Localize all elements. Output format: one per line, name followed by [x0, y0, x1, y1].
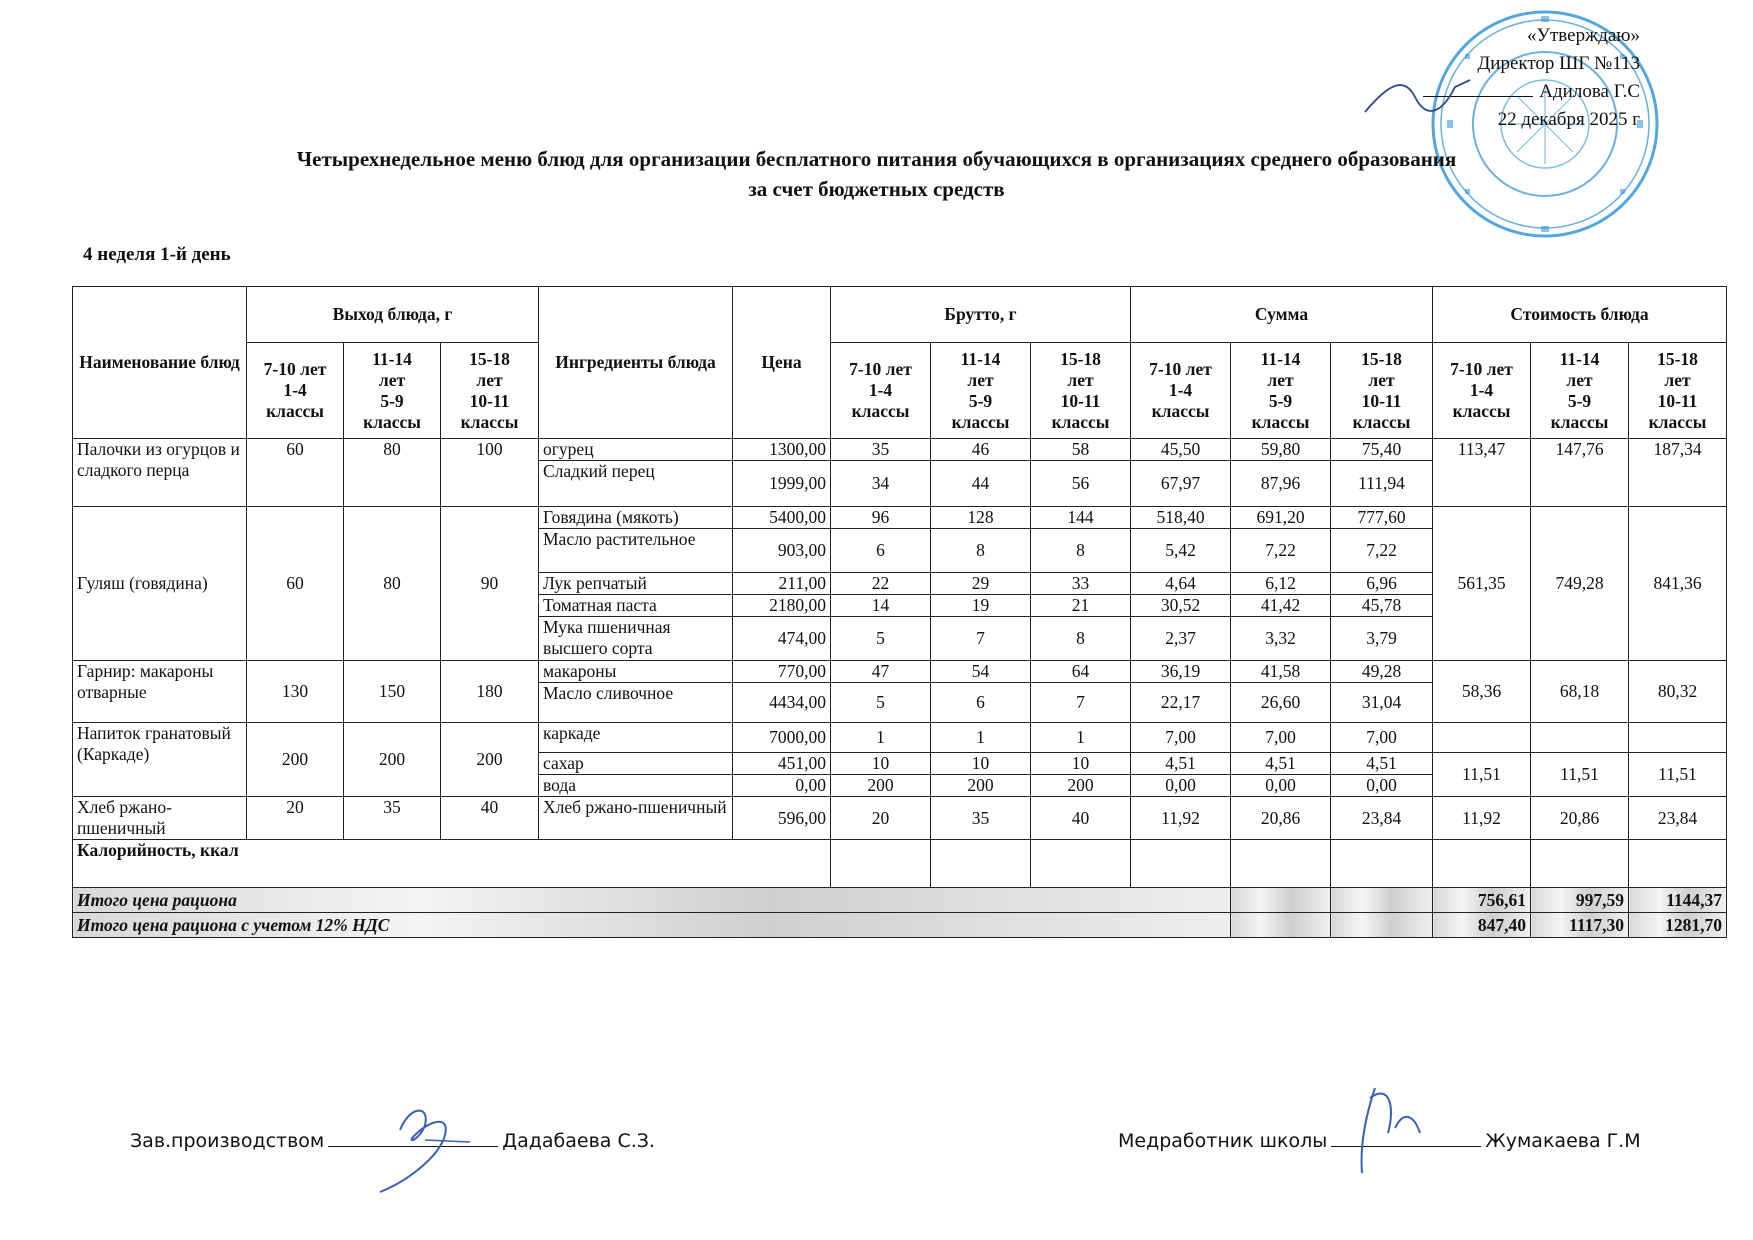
ingredient-sum: 22,17	[1131, 683, 1231, 723]
production-head-role: Зав.производством	[130, 1130, 325, 1152]
ingredient-price: 5400,00	[733, 507, 831, 529]
total-vat-row-label: Итого цена рациона с учетом 12% НДС	[73, 913, 1231, 938]
total-row-blank	[1331, 888, 1433, 913]
table-row	[73, 507, 1727, 529]
header-age-line: 1-4	[1168, 380, 1193, 400]
medical-worker-role: Медработник школы	[1118, 1130, 1328, 1152]
approval-title: «Утверждаю»	[1527, 25, 1640, 46]
header-age-line: 5-9	[968, 390, 993, 411]
dish-cost-empty	[1629, 723, 1727, 753]
total-vat-row-value: 1117,30	[1531, 913, 1629, 938]
ingredient-sum: 0,00	[1231, 775, 1331, 797]
ingredient-sum: 4,51	[1131, 753, 1231, 775]
ingredient-brutto: 96	[831, 507, 931, 529]
ingredient-brutto: 47	[831, 661, 931, 683]
ingredient-brutto: 14	[831, 595, 931, 617]
dish-cost: 20,86	[1531, 797, 1629, 840]
header-age-line: классы	[1051, 411, 1110, 432]
medical-worker-name: Жумакаева Г.М	[1485, 1130, 1641, 1152]
ingredient-sum: 7,22	[1231, 529, 1331, 573]
ingredient-sum: 777,60	[1331, 507, 1433, 529]
total-row-value: 997,59	[1531, 888, 1629, 913]
ingredient-sum: 7,00	[1331, 723, 1433, 753]
ingredient-name: Лук репчатый	[539, 573, 733, 595]
calories-cell	[1331, 840, 1433, 888]
ingredient-brutto: 7	[931, 617, 1031, 661]
header-age-line: классы	[266, 401, 324, 421]
ingredient-price: 451,00	[733, 753, 831, 775]
dish-cost-empty	[1433, 723, 1531, 753]
ingredient-brutto: 200	[931, 775, 1031, 797]
ingredient-name: Говядина (мякоть)	[539, 507, 733, 529]
dish-cost: 58,36	[1433, 661, 1531, 723]
ingredient-sum: 518,40	[1131, 507, 1231, 529]
header-sum-age3	[1331, 343, 1433, 439]
dish-output: 100	[441, 439, 539, 507]
header-age-line: 15-18	[1361, 348, 1402, 369]
dish-cost: 561,35	[1433, 507, 1531, 661]
total-vat-row-blank	[1331, 913, 1433, 938]
header-age-line: 5-9	[380, 390, 404, 411]
ingredient-name: Масло растительное	[539, 529, 733, 573]
ingredient-brutto: 5	[831, 617, 931, 661]
header-age-line: 7-10 лет	[1149, 359, 1212, 379]
header-age-line: лет	[967, 369, 994, 390]
calories-cell	[831, 840, 931, 888]
header-age-line: 1-4	[1469, 380, 1494, 400]
ingredient-brutto: 200	[831, 775, 931, 797]
ingredient-brutto: 144	[1031, 507, 1131, 529]
dish-output: 180	[441, 661, 539, 723]
header-age-line: 15-18	[1060, 348, 1101, 369]
ingredient-brutto: 5	[831, 683, 931, 723]
ingredient-price: 596,00	[733, 797, 831, 840]
dish-output: 150	[344, 661, 441, 723]
ingredient-sum: 49,28	[1331, 661, 1433, 683]
dish-output: 35	[344, 797, 441, 840]
ingredient-name: Масло сливочное	[539, 683, 733, 723]
ingredient-sum: 23,84	[1331, 797, 1433, 840]
ingredient-sum: 59,80	[1231, 439, 1331, 461]
header-age-line: классы	[851, 401, 910, 421]
header-age-line: классы	[1151, 401, 1210, 421]
header-age-line: 11-14	[960, 348, 1001, 369]
header-age-line: 5-9	[1567, 390, 1592, 411]
header-age-line: лет	[476, 369, 503, 390]
ingredient-brutto: 22	[831, 573, 931, 595]
table-row	[73, 723, 1727, 753]
calories-cell	[1231, 840, 1331, 888]
dish-name: Хлеб ржано-пшеничный	[73, 797, 247, 840]
header-age-line: 5-9	[1268, 390, 1293, 411]
ingredient-sum: 3,32	[1231, 617, 1331, 661]
header-age-line: лет	[1664, 369, 1691, 390]
header-age-line: 1-4	[868, 380, 893, 400]
production-head-name: Дадабаева С.З.	[502, 1130, 655, 1152]
header-age-line: 10-11	[1060, 390, 1101, 411]
header-age-line: 7-10 лет	[849, 359, 912, 379]
ingredient-sum: 0,00	[1131, 775, 1231, 797]
header-price: Цена	[733, 287, 831, 439]
dish-cost: 187,34	[1629, 439, 1727, 507]
ingredient-brutto: 33	[1031, 573, 1131, 595]
ingredient-sum: 20,86	[1231, 797, 1331, 840]
ingredient-brutto: 10	[831, 753, 931, 775]
total-row-blank	[1231, 888, 1331, 913]
ingredient-brutto: 40	[1031, 797, 1131, 840]
dish-output: 20	[247, 797, 344, 840]
ingredient-brutto: 29	[931, 573, 1031, 595]
calories-row	[73, 840, 1727, 888]
header-age-line: 11-14	[1559, 348, 1600, 369]
ingredient-sum: 45,50	[1131, 439, 1231, 461]
ingredient-sum: 4,51	[1231, 753, 1331, 775]
header-cost-age3	[1629, 343, 1727, 439]
dish-cost: 23,84	[1629, 797, 1727, 840]
ingredient-brutto: 44	[931, 461, 1031, 507]
header-cost-age2	[1531, 343, 1629, 439]
dish-cost: 11,51	[1531, 753, 1629, 797]
menu-table	[72, 286, 1727, 938]
production-head-signature	[370, 1100, 490, 1195]
ingredient-brutto: 56	[1031, 461, 1131, 507]
calories-cell	[1131, 840, 1231, 888]
ingredient-price: 2180,00	[733, 595, 831, 617]
ingredient-brutto: 200	[1031, 775, 1131, 797]
header-age-line: лет	[1368, 369, 1395, 390]
ingredient-sum: 36,19	[1131, 661, 1231, 683]
ingredient-sum: 31,04	[1331, 683, 1433, 723]
ingredient-brutto: 46	[931, 439, 1031, 461]
header-age-line: классы	[1352, 411, 1411, 432]
header-age-line: 11-14	[372, 348, 412, 369]
approval-position: Директор ШГ №113	[1477, 53, 1640, 74]
dish-cost: 11,51	[1433, 753, 1531, 797]
ingredient-sum: 6,96	[1331, 573, 1433, 595]
header-age-line: классы	[1452, 401, 1511, 421]
header-age-line: классы	[363, 411, 421, 432]
ingredient-name: макароны	[539, 661, 733, 683]
ingredient-price: 0,00	[733, 775, 831, 797]
ingredient-sum: 7,00	[1131, 723, 1231, 753]
header-age-line: классы	[1251, 411, 1310, 432]
ingredient-brutto: 54	[931, 661, 1031, 683]
dish-output: 60	[247, 507, 344, 661]
header-output: Выход блюда, г	[247, 287, 539, 343]
ingredient-price: 1300,00	[733, 439, 831, 461]
header-output-age3	[441, 343, 539, 439]
ingredient-sum: 3,79	[1331, 617, 1433, 661]
dish-cost: 80,32	[1629, 661, 1727, 723]
header-brutto-age1	[831, 343, 931, 439]
ingredient-brutto: 8	[1031, 617, 1131, 661]
ingredient-name: Сладкий перец	[539, 461, 733, 507]
dish-output: 80	[344, 507, 441, 661]
header-age-line: 15-18	[1657, 348, 1698, 369]
ingredient-price: 903,00	[733, 529, 831, 573]
ingredient-name: сахар	[539, 753, 733, 775]
header-age-line: 10-11	[469, 390, 510, 411]
ingredient-sum: 87,96	[1231, 461, 1331, 507]
ingredient-price: 1999,00	[733, 461, 831, 507]
ingredient-sum: 41,42	[1231, 595, 1331, 617]
ingredient-brutto: 1	[831, 723, 931, 753]
ingredient-price: 4434,00	[733, 683, 831, 723]
calories-label: Калорийность, ккал	[73, 840, 831, 888]
medical-worker-signature	[1350, 1078, 1440, 1178]
header-brutto: Брутто, г	[831, 287, 1131, 343]
ingredient-brutto: 35	[931, 797, 1031, 840]
header-age-line: классы	[460, 411, 519, 432]
header-age-line: лет	[1067, 369, 1094, 390]
total-row-value: 756,61	[1433, 888, 1531, 913]
dish-cost: 147,76	[1531, 439, 1629, 507]
ingredient-name: вода	[539, 775, 733, 797]
dish-cost-empty	[1531, 723, 1629, 753]
header-output-age1	[247, 343, 344, 439]
ingredient-sum: 6,12	[1231, 573, 1331, 595]
ingredient-brutto: 1	[1031, 723, 1131, 753]
document-title: Четырехнедельное меню блюд для организации бесплатного питания обучающихся в организациях среднего образования	[296, 147, 1457, 171]
header-sum: Сумма	[1131, 287, 1433, 343]
header-age-line: 1-4	[283, 380, 307, 400]
ingredient-brutto: 64	[1031, 661, 1131, 683]
header-age-line: 7-10 лет	[263, 359, 327, 379]
dish-cost: 749,28	[1531, 507, 1629, 661]
dish-output: 200	[247, 723, 344, 797]
total-row-label: Итого цена рациона	[73, 888, 1231, 913]
ingredient-sum: 41,58	[1231, 661, 1331, 683]
header-age-line: 15-18	[469, 348, 510, 369]
dish-cost: 11,51	[1629, 753, 1727, 797]
calories-cell	[1629, 840, 1727, 888]
ingredient-brutto: 34	[831, 461, 931, 507]
dish-output: 80	[344, 439, 441, 507]
ingredient-brutto: 128	[931, 507, 1031, 529]
table-row	[73, 439, 1727, 461]
table-row	[73, 661, 1727, 683]
dish-name: Гуляш (говядина)	[73, 507, 247, 661]
ingredient-brutto: 20	[831, 797, 931, 840]
dish-output: 60	[247, 439, 344, 507]
ingredient-sum: 7,00	[1231, 723, 1331, 753]
dish-name: Гарнир: макароны отварные	[73, 661, 247, 723]
ingredient-brutto: 6	[831, 529, 931, 573]
header-cost-age1	[1433, 343, 1531, 439]
dish-name: Палочки из огурцов и сладкого перца	[73, 439, 247, 507]
total-vat-row-blank	[1231, 913, 1331, 938]
dish-cost: 113,47	[1433, 439, 1531, 507]
header-age-line: 7-10 лет	[1450, 359, 1513, 379]
total-vat-row-value: 847,40	[1433, 913, 1531, 938]
ingredient-name: каркаде	[539, 723, 733, 753]
ingredient-brutto: 58	[1031, 439, 1131, 461]
ingredient-brutto: 19	[931, 595, 1031, 617]
header-dish-name: Наименование блюд	[73, 287, 247, 439]
header-age-line: классы	[951, 411, 1010, 432]
ingredient-brutto: 10	[931, 753, 1031, 775]
ingredient-price: 211,00	[733, 573, 831, 595]
header-age-line: лет	[1566, 369, 1593, 390]
calories-cell	[1031, 840, 1131, 888]
dish-output: 130	[247, 661, 344, 723]
ingredient-sum: 5,42	[1131, 529, 1231, 573]
ingredient-sum: 0,00	[1331, 775, 1433, 797]
header-ingredients: Ингредиенты блюда	[539, 287, 733, 439]
header-age-line: лет	[378, 369, 406, 390]
total-vat-row-value: 1281,70	[1629, 913, 1727, 938]
ingredient-sum: 75,40	[1331, 439, 1433, 461]
dish-output: 200	[344, 723, 441, 797]
dish-name: Напиток гранатовый (Каркаде)	[73, 723, 247, 797]
dish-cost: 68,18	[1531, 661, 1629, 723]
dish-cost: 11,92	[1433, 797, 1531, 840]
header-brutto-age2	[931, 343, 1031, 439]
dish-output: 90	[441, 507, 539, 661]
ingredient-sum: 111,94	[1331, 461, 1433, 507]
approval-signer-name: Адилова Г.С	[1539, 81, 1640, 102]
dish-cost: 841,36	[1629, 507, 1727, 661]
header-sum-age2	[1231, 343, 1331, 439]
ingredient-price: 474,00	[733, 617, 831, 661]
ingredient-name: Мука пшеничная высшего сорта	[539, 617, 733, 661]
ingredient-brutto: 1	[931, 723, 1031, 753]
header-age-line: классы	[1648, 411, 1707, 432]
header-output-age2	[344, 343, 441, 439]
ingredient-sum: 4,51	[1331, 753, 1433, 775]
ingredient-name: Томатная паста	[539, 595, 733, 617]
total-row	[73, 888, 1727, 913]
total-vat-row	[73, 913, 1727, 938]
table-row	[73, 797, 1727, 840]
header-cost: Стоимость блюда	[1433, 287, 1727, 343]
header-age-line: 11-14	[1260, 348, 1301, 369]
ingredient-brutto: 8	[1031, 529, 1131, 573]
ingredient-sum: 26,60	[1231, 683, 1331, 723]
header-age-line: лет	[1267, 369, 1294, 390]
calories-cell	[931, 840, 1031, 888]
header-age-line: 10-11	[1657, 390, 1698, 411]
calories-cell	[1531, 840, 1629, 888]
ingredient-price: 770,00	[733, 661, 831, 683]
ingredient-sum: 2,37	[1131, 617, 1231, 661]
header-brutto-age3	[1031, 343, 1131, 439]
calories-cell	[1433, 840, 1531, 888]
dish-output: 200	[441, 723, 539, 797]
ingredient-sum: 45,78	[1331, 595, 1433, 617]
ingredient-name: огурец	[539, 439, 733, 461]
header-sum-age1	[1131, 343, 1231, 439]
director-signature	[1360, 72, 1480, 122]
ingredient-sum: 30,52	[1131, 595, 1231, 617]
ingredient-price: 7000,00	[733, 723, 831, 753]
ingredient-sum: 11,92	[1131, 797, 1231, 840]
ingredient-brutto: 10	[1031, 753, 1131, 775]
ingredient-brutto: 35	[831, 439, 931, 461]
header-age-line: 10-11	[1361, 390, 1402, 411]
ingredient-name: Хлеб ржано-пшеничный	[539, 797, 733, 840]
ingredient-sum: 7,22	[1331, 529, 1433, 573]
dish-output: 40	[441, 797, 539, 840]
header-age-line: классы	[1550, 411, 1609, 432]
ingredient-brutto: 8	[931, 529, 1031, 573]
ingredient-brutto: 21	[1031, 595, 1131, 617]
ingredient-sum: 67,97	[1131, 461, 1231, 507]
ingredient-brutto: 6	[931, 683, 1031, 723]
week-day-label: 4 неделя 1-й день	[83, 244, 231, 265]
ingredient-sum: 4,64	[1131, 573, 1231, 595]
approval-date: 22 декабря 2025 г	[1497, 109, 1640, 130]
ingredient-brutto: 7	[1031, 683, 1131, 723]
ingredient-sum: 691,20	[1231, 507, 1331, 529]
document-subtitle: за счет бюджетных средств	[748, 177, 1005, 201]
total-row-value: 1144,37	[1629, 888, 1727, 913]
